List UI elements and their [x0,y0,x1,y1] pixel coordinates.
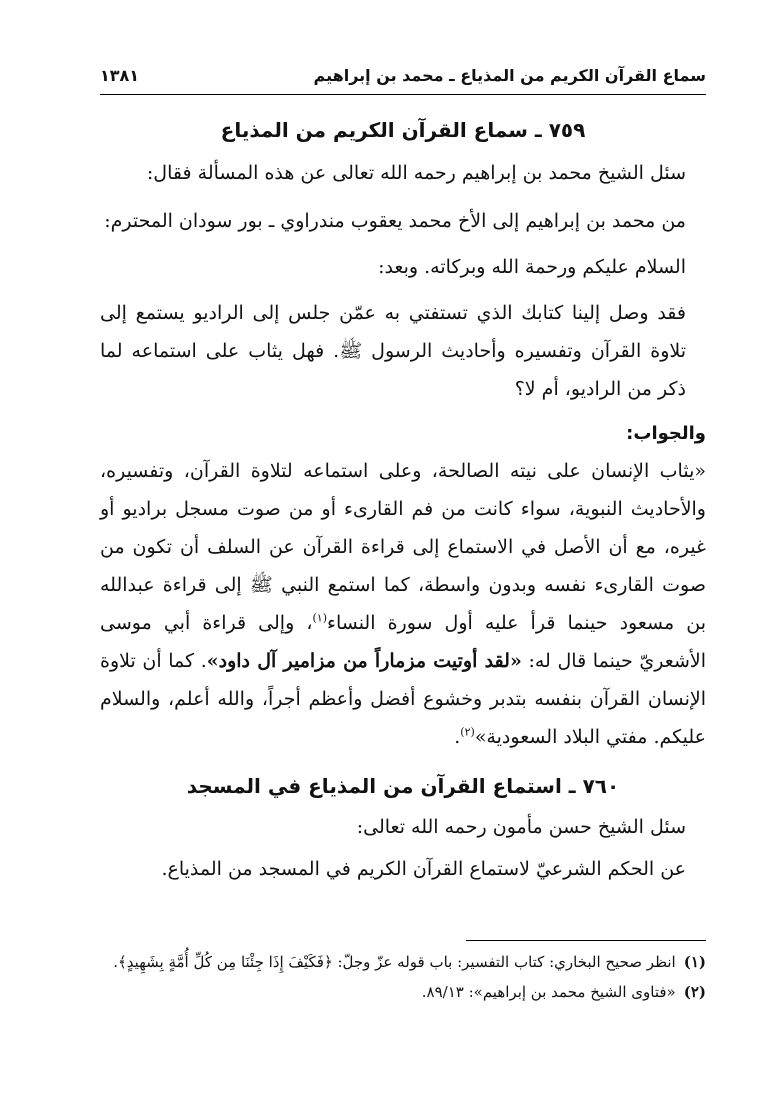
footnote-ref-1[interactable]: (١) [312,611,328,625]
answer-end: . [454,726,461,748]
section-heading-759: ٧٥٩ ـ سماع القرآن الكريم من المذياع [220,118,586,142]
footnotes [100,940,706,1009]
answer-text [100,452,706,756]
running-title: سماع القرآن الكريم من المذياع ـ محمد بن إبراهيم [313,65,706,85]
answer-part-3: . كما أن تلاوة الإنسان القرآن بنفسه بتدبر وخشوع أفضل وأعظم أجراً، والله أعلم، والسلام عليكم. مفتي البلاد السعودية» [100,650,706,748]
question-text: فقد وصل إلينا كتابك الذي تستفتي به عمّن جلس إلى الراديو يستمع إلى تلاوة القرآن وتفسيره وأحاديث الرسول ﷺ. فهل يثاب على استماعه لما ذكر من الراديو، أم لا؟ [100,302,686,400]
answer-part-2: ، وإلى قراءة أبي موسى الأشعريّ حينما قال له: [100,612,706,672]
section-heading-760: ٧٦٠ ـ استماع القرآن من المذياع في المسجد [186,774,620,798]
footnote-2-text: «فتاوى الشيخ محمد بن إبراهيم»: ٨٩/١٣. [421,983,676,1001]
main-content [100,112,706,888]
footnote-rule [466,940,706,941]
running-header [100,60,706,90]
footnote-2 [100,979,706,1005]
footnote-ref-2[interactable]: (٢) [460,725,475,739]
section-760-question: عن الحكم الشرعيّ لاستماع القرآن الكريم في المسجد من المذياع. [161,858,686,880]
letter-address: من محمد بن إبراهيم إلى الأخ محمد يعقوب مندراوي ـ بور سودان المحترم: [104,210,686,232]
footnote-1-number: (١) [683,953,706,971]
footnote-2-number: (٢) [683,983,706,1001]
section-760-intro: سئل الشيخ حسن مأمون رحمه الله تعالى: [356,816,686,838]
letter-greeting: السلام عليكم ورحمة الله وبركاته. وبعد: [378,256,686,278]
footnote-1-text: انظر صحيح البخاري: كتاب التفسير: باب قوله عزّ وجلّ: ﴿فَكَيْفَ إِذَا جِئْنَا مِن كُلِّ أُمَّةٍ بِشَهِيدٍ﴾. [113,953,676,971]
header-rule [100,94,706,95]
answer-quote: «لقد أوتيت مزماراً من مزامير آل داود» [206,650,522,672]
section-759-intro: سئل الشيخ محمد بن إبراهيم رحمه الله تعالى عن هذه المسألة فقال: [146,162,686,184]
footnote-1 [100,949,706,975]
answer-part-1: «يثاب الإنسان على نيته الصالحة، وعلى استماعه لتلاوة القرآن، وتفسيره، والأحاديث النبوية، سواء كانت من فم القارىء أو من صوت مسجل براديو أو غيره، مع أن الأصل في الاستماع إلى قراءة القرآن عن السلف أن تكون من صوت القارىء نفسه وبدون واسطة، كما استمع النبي ﷺ إلى قراءة عبدالله بن مسعود حينما قرأ عليه أول سورة النساء [100,460,706,634]
answer-label: والجواب: [626,423,706,444]
page-number: ١٣٨١ [100,65,140,85]
